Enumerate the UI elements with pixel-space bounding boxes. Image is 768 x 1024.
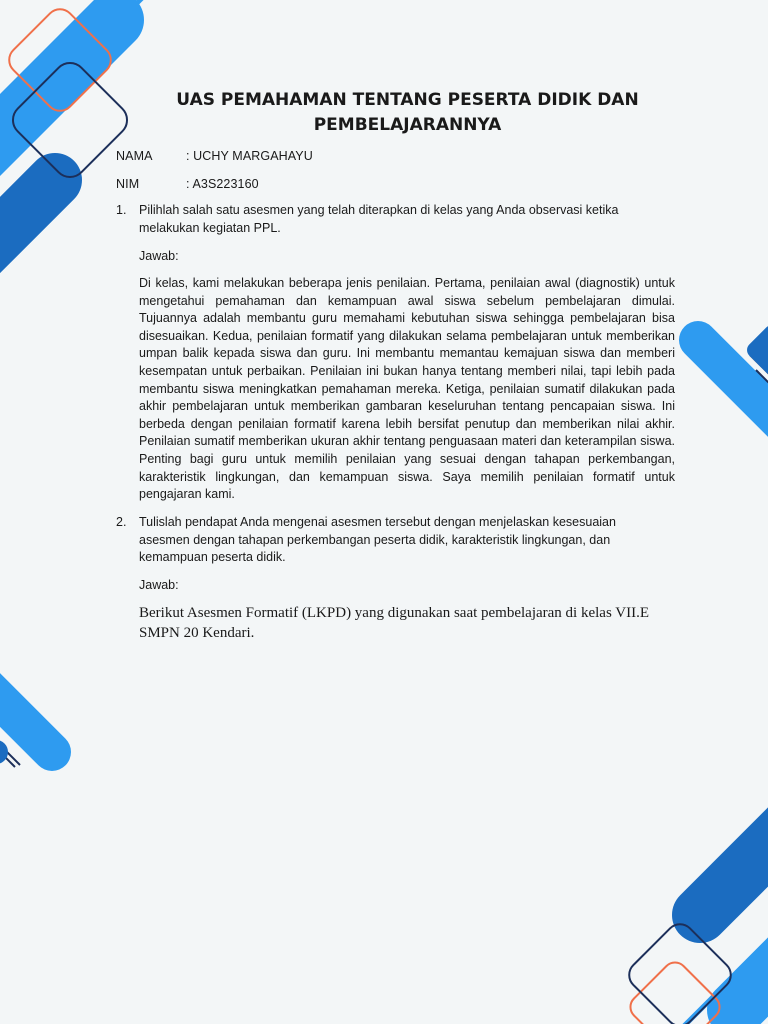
- question-2-answer-label: Jawab:: [139, 578, 179, 592]
- title-line-2: PEMBELAJARANNYA: [313, 115, 502, 135]
- name-value: : UCHY MARGAHAYU: [186, 149, 313, 163]
- question-1-answer-label: Jawab:: [139, 249, 179, 263]
- title-line-1: UAS PEMAHAMAN TENTANG PESERTA DIDIK DAN: [176, 90, 639, 110]
- question-1-number: 1.: [116, 203, 127, 217]
- question-2-number: 2.: [116, 515, 127, 529]
- question-1-answer: Di kelas, kami melakukan beberapa jenis penilaian. Pertama, penilaian awal (diagnostik) untuk mengetahui pemahaman dan kemampuan awal siswa sebelum pembelajaran dimulai. Tujuannya adalah membantu guru memahami kebutuhan siswa sehingga pembelajaran bisa disesuaikan. Kedua, penilaian formatif yang dilakukan selama pembelajaran untuk memberikan umpan balik kepada siswa dan guru. Ini membantu memantau kemajuan siswa dan memberi kesempatan untuk perbaikan. Penilaian ini bukan hanya tentang memberi nilai, tapi lebih pada membantu siswa meningkatkan pemahaman mereka. Ketiga, penilaian sumatif dilakukan pada akhir pembelajaran untuk memberikan gambaran keseluruhan tentang pencapaian siswa. Ini berbeda dengan penilaian formatif karena lebih bersifat penutup dan memberikan nilai akhir. Penilaian sumatif memberikan ukuran akhir tentang penguasaan materi dan keterampilan siswa. Penting bagi guru untuk memilih penilaian yang sesuai dengan tahapan perkembangan, karakteristik lingkungan, dan kemampuan siswa. Saya memilih penilaian formatif untuk pengajaran kami.: [139, 276, 675, 502]
- question-1-text: Pilihlah salah satu asesmen yang telah diterapkan di kelas yang Anda observasi ketika melakukan kegiatan PPL.: [139, 203, 619, 235]
- question-2-text: Tulislah pendapat Anda mengenai asesmen tersebut dengan menjelaskan kesesuaian asesmen dengan tahapan perkembangan peserta didik, karakteristik lingkungan, dan kemampuan peserta didik.: [139, 515, 616, 565]
- document-title: [140, 88, 675, 138]
- name-label: NAMA: [116, 149, 153, 163]
- nim-label: NIM: [116, 177, 140, 191]
- nim-value: : A3S223160: [186, 177, 259, 191]
- question-2-answer: Berikut Asesmen Formatif (LKPD) yang digunakan saat pembelajaran di kelas VII.E SMPN 20 Kendari.: [139, 605, 650, 641]
